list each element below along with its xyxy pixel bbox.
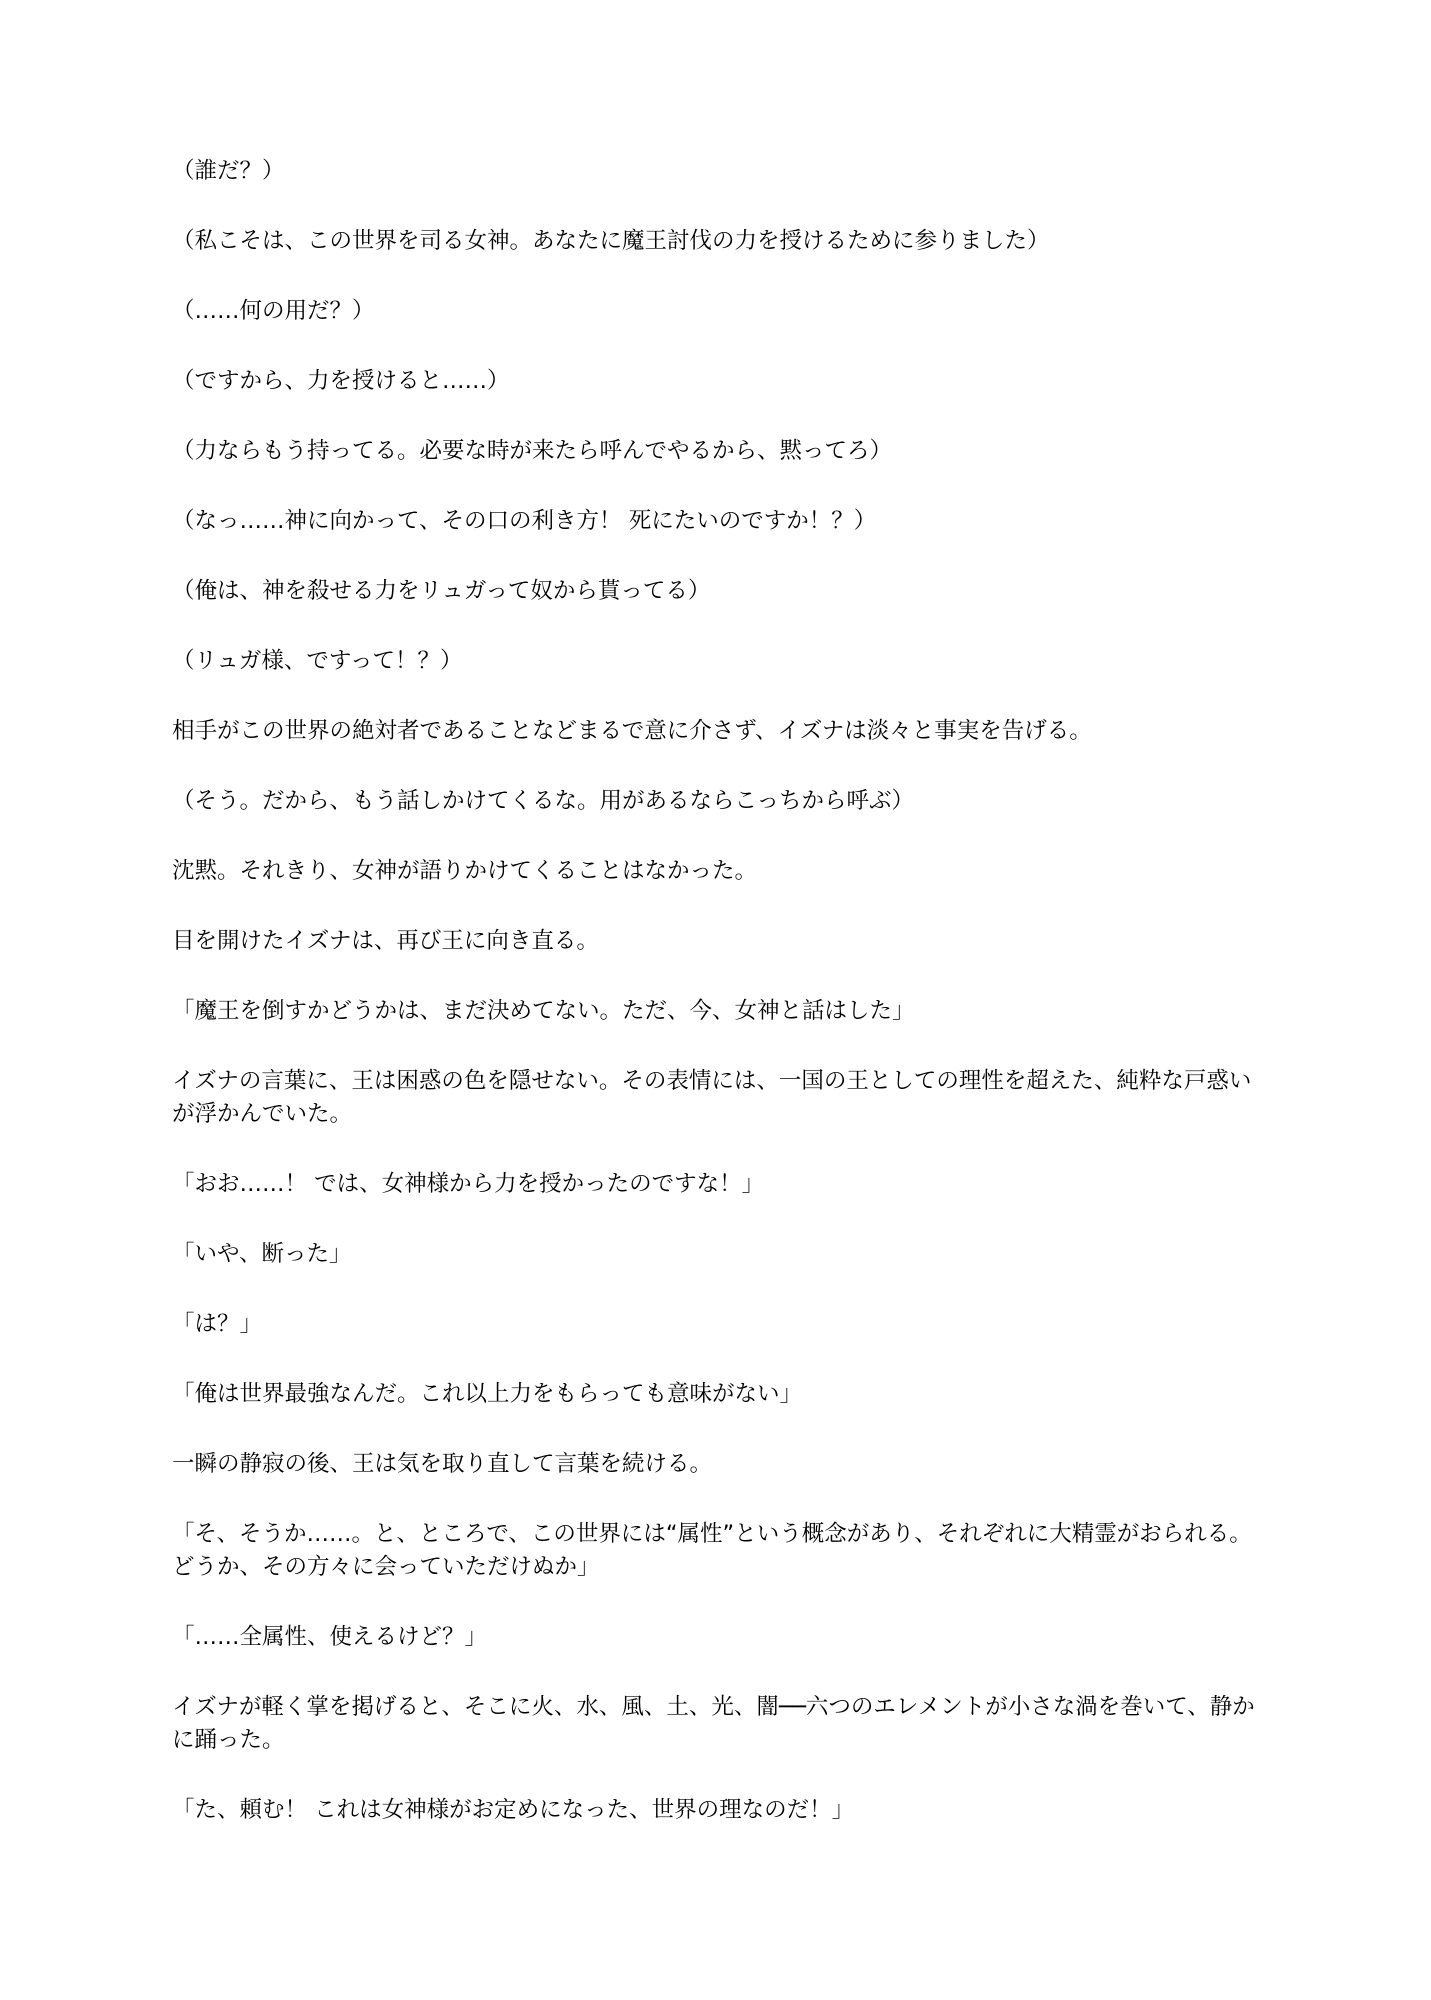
paragraph: 目を開けたイズナは、再び王に向き直る。	[172, 928, 599, 954]
paragraph: （誰だ？）	[172, 158, 285, 184]
text-body	[172, 155, 1262, 1827]
paragraph: （なっ……神に向かって、その口の利き方！ 死にたいのですか！？）	[172, 508, 877, 534]
paragraph: イズナの言葉に、王は困惑の色を隠せない。その表情には、一国の王としての理性を超えた、純粋な戸惑いが浮かんでいた。	[172, 1068, 1252, 1127]
paragraph: 「……全属性、使えるけど？」	[172, 1624, 488, 1650]
paragraph: 「俺は世界最強なんだ。これ以上力をもらっても意味がない」	[172, 1381, 803, 1407]
paragraph: 相手がこの世界の絶対者であることなどまるで意に介さず、イズナは淡々と事実を告げる。	[172, 718, 1092, 744]
paragraph: イズナが軽く掌を掲げると、そこに火、水、風、土、光、闇──六つのエレメントが小さな渦を巻いて、静かに踊った。	[172, 1694, 1255, 1753]
paragraph: 「そ、そうか……。と、ところで、この世界には“属性”という概念があり、それぞれに大精霊がおられる。どうか、その方々に会っていただけぬか」	[172, 1521, 1252, 1580]
paragraph: （私こそは、この世界を司る女神。あなたに魔王討伐の力を授けるために参りました）	[172, 228, 1050, 254]
paragraph: 「た、頼む！ これは女神様がお定めになった、世界の理なのだ！」	[172, 1797, 855, 1823]
paragraph: 一瞬の静寂の後、王は気を取り直して言葉を続ける。	[172, 1451, 713, 1477]
paragraph: （力ならもう持ってる。必要な時が来たら呼んでやるから、黙ってろ）	[172, 438, 893, 464]
paragraph: 「いや、断った」	[172, 1241, 352, 1267]
paragraph: 沈黙。それきり、女神が語りかけてくることはなかった。	[172, 858, 758, 884]
paragraph: 「は？」	[172, 1311, 263, 1337]
paragraph: （リュガ様、ですって！？）	[172, 648, 463, 674]
paragraph: 「おお……！ では、女神様から力を授かったのですな！」	[172, 1171, 765, 1197]
paragraph: 「魔王を倒すかどうかは、まだ決めてない。ただ、今、女神と話はした」	[172, 998, 915, 1024]
paragraph: （そう。だから、もう話しかけてくるな。用があるならこっちから呼ぶ）	[172, 788, 915, 814]
paragraph: （……何の用だ？）	[172, 298, 375, 324]
paragraph: （ですから、力を授けると……）	[172, 368, 510, 394]
paragraph: （俺は、神を殺せる力をリュガって奴から貰ってる）	[172, 578, 711, 604]
